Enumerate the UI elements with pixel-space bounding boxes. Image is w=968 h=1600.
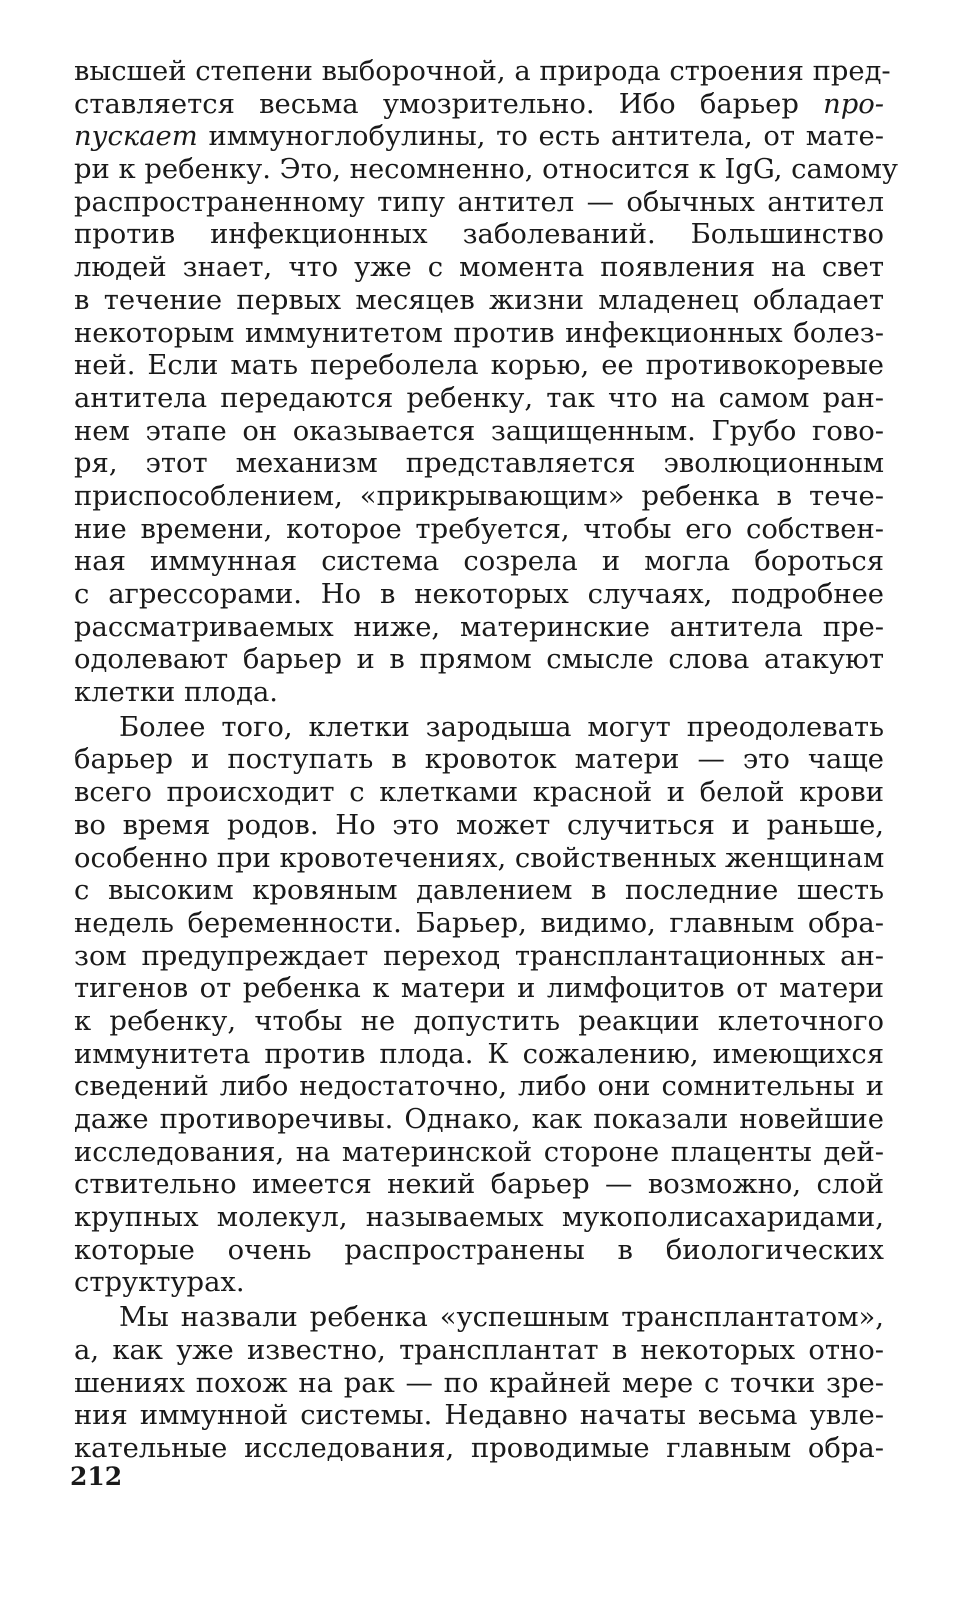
text-line: Мы назвали ребенка «успешным трансплантатом», [119,1302,884,1334]
text-line: шениях похож на рак — по крайней мере с точки зре- [74,1367,884,1399]
text-line: ря, этот механизм представляется эволюционным [74,448,884,480]
text-line: некоторым иммунитетом против инфекционных болез- [74,317,884,349]
paragraph-1 [74,56,899,710]
text-line: клетки плода. [74,677,279,709]
text-line: сведений либо недостаточно, либо они сомнительны и [74,1071,884,1103]
text-line: ней. Если мать переболела корью, ее противокоревые [74,350,884,382]
paragraph-2 [74,712,884,1300]
text-line: иммунитета против плода. К сожалению, имеющихся [74,1038,884,1070]
text-line: приспособлением, «прикрывающим» ребенка в тече- [74,480,884,512]
page-body [74,56,899,1466]
text-line: во время родов. Но это может случиться и раньше, [74,809,884,841]
text-line: всего происходит с клетками красной и белой крови [74,777,884,809]
text-line: одолевают барьер и в прямом смысле слова атакуют [74,644,884,676]
text-line-part: иммуноглобулины, то есть антитела, от мате- [197,121,884,153]
paragraph-3 [74,1302,884,1465]
italic-word: пускает [74,121,198,153]
text-line [74,89,884,122]
page-number: 212 [70,1462,123,1491]
text-line: людей знает, что уже с момента появления на свет [74,252,884,284]
text-line: особенно при кровотечениях, свойственных женщинам [74,842,885,874]
text-line: даже противоречивы. Однако, как показали новейшие [74,1104,884,1135]
text-line: с агрессорами. Но в некоторых случаях, подробнее [74,579,884,610]
italic-word: про- [823,88,884,120]
text-line: кательные исследования, проводимые главным обра- [74,1432,884,1464]
text-line: антитела передаются ребенку, так что на самом ран- [74,382,884,414]
text-line: зом предупреждает переход трансплантационных ан- [74,940,884,972]
text-line: высшей степени выборочной, а природа строения пред- [74,56,891,87]
text-line: ния иммунной системы. Недавно начаты весьма увле- [74,1400,884,1432]
text-line: Более того, клетки зародыша могут преодолевать [119,711,884,743]
text-line: крупных молекул, называемых мукополисахаридами, [74,1202,884,1234]
text-line: ная иммунная система созрела и могла бороться [74,546,884,578]
text-line: распространенному типу антител — обычных антител [74,186,884,218]
text-line: против инфекционных заболеваний. Большинство [74,219,884,251]
text-line: ствительно имеется некий барьер — возможно, слой [74,1169,884,1201]
text-line: в течение первых месяцев жизни младенец обладает [74,284,884,316]
text-line: которые очень распространены в биологических [74,1234,884,1266]
text-line: рассматриваемых ниже, материнские антитела пре- [74,611,884,643]
text-line: структурах. [74,1267,245,1299]
text-line: ние времени, которое требуется, чтобы его собствен- [74,513,884,545]
text-line: нем этапе он оказывается защищенным. Грубо гово- [74,415,884,447]
text-line: ри к ребенку. Это, несомненно, относится к IgG, самому [74,154,899,186]
text-line-part: ставляется весьма умозрительно. Ибо барьер [74,88,824,120]
text-line: барьер и поступать в кровоток матери — это чаще [74,744,884,776]
text-line [74,121,884,154]
text-line: недель беременности. Барьер, видимо, главным обра- [74,907,884,939]
text-line: с высоким кровяным давлением в последние шесть [74,875,884,907]
text-line: исследования, на материнской стороне плаценты дей- [74,1136,884,1168]
text-line: а, как уже известно, трансплантат в некоторых отно- [74,1334,884,1366]
text-line: к ребенку, чтобы не допустить реакции клеточного [74,1005,884,1037]
text-line: тигенов от ребенка к матери и лимфоцитов от матери [74,973,884,1005]
